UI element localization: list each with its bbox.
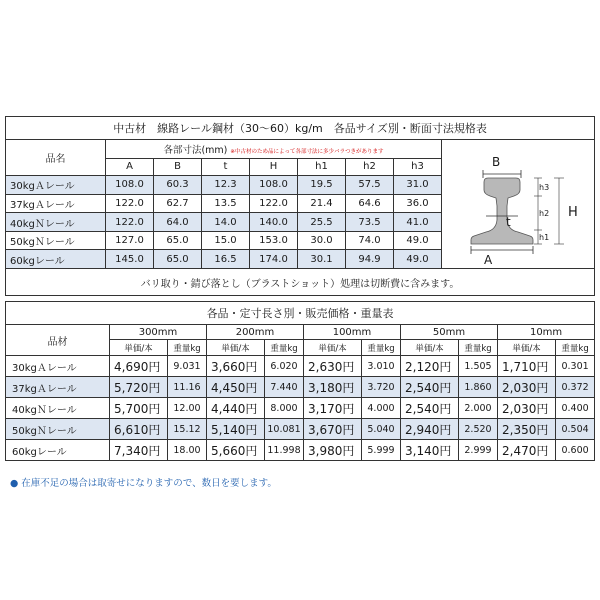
table-row xyxy=(6,398,595,419)
weight-cell: 8.000 xyxy=(265,398,304,419)
diagram-label-a: A xyxy=(484,253,493,265)
diagram-label-h: H xyxy=(568,205,578,220)
weight-cell: 18.00 xyxy=(168,440,207,461)
weight-cell: 3.720 xyxy=(362,377,401,398)
table-cell: 122.0 xyxy=(106,213,154,232)
weight-cell: 4.000 xyxy=(362,398,401,419)
stock-note: ● 在庫不足の場合は取寄せになりますので、数日を要します。 xyxy=(10,478,277,489)
weight-cell: 5.999 xyxy=(362,440,401,461)
spec-col-b: B xyxy=(154,158,202,176)
row-name: 60kgレール xyxy=(6,440,110,461)
price-cell: 1,710円 xyxy=(498,356,556,377)
weight-cell: 6.020 xyxy=(265,356,304,377)
table-cell: 65.0 xyxy=(154,231,202,250)
table-cell: 60.3 xyxy=(154,176,202,195)
weight-cell: 3.010 xyxy=(362,356,401,377)
weight-cell: 10.081 xyxy=(265,419,304,440)
weight-cell: 2.999 xyxy=(459,440,498,461)
length-header-200: 200mm xyxy=(207,325,304,340)
diagram-label-t: t xyxy=(506,215,511,229)
price-cell: 7,340円 xyxy=(110,440,168,461)
price-cell: 5,720円 xyxy=(110,377,168,398)
table-cell: 64.0 xyxy=(154,213,202,232)
price-cell: 2,350円 xyxy=(498,419,556,440)
weight-cell: 12.00 xyxy=(168,398,207,419)
table-cell: 49.0 xyxy=(394,250,442,269)
price-cell: 3,670円 xyxy=(304,419,362,440)
price-cell: 3,660円 xyxy=(207,356,265,377)
spec-dims-note: ※中古材のため品によって各部寸法に多少バラつきがあります xyxy=(230,148,384,155)
unit-price-header: 単価/本 xyxy=(207,340,265,356)
table-cell: 25.5 xyxy=(298,213,346,232)
weight-header: 重量kg xyxy=(265,340,304,356)
table-cell: 14.0 xyxy=(202,213,250,232)
weight-header: 重量kg xyxy=(168,340,207,356)
spec-dims-header xyxy=(106,140,442,159)
spec-table-title: 中古材 線路レール鋼材（30〜60）kg/m 各品サイズ別・断面寸法規格表 xyxy=(6,117,595,140)
table-cell: 12.3 xyxy=(202,176,250,195)
price-cell: 2,540円 xyxy=(401,398,459,419)
table-row xyxy=(6,419,595,440)
weight-cell: 0.301 xyxy=(556,356,595,377)
weight-cell: 9.031 xyxy=(168,356,207,377)
table-cell: 73.5 xyxy=(346,213,394,232)
table-cell: 62.7 xyxy=(154,194,202,213)
diagram-label-b: B xyxy=(492,155,501,169)
price-cell: 2,940円 xyxy=(401,419,459,440)
spec-table-footer: バリ取り・錆び落とし（ブラストショット）処理は切断費に含みます。 xyxy=(6,269,595,296)
spec-col-h1: h1 xyxy=(298,158,346,176)
table-cell: 153.0 xyxy=(250,231,298,250)
length-header-100: 100mm xyxy=(304,325,401,340)
price-cell: 3,980円 xyxy=(304,440,362,461)
weight-cell: 5.040 xyxy=(362,419,401,440)
price-cell: 3,180円 xyxy=(304,377,362,398)
spec-col-t: t xyxy=(202,158,250,176)
table-cell: 122.0 xyxy=(250,194,298,213)
row-name: 30kgＡレール xyxy=(6,356,110,377)
table-cell: 57.5 xyxy=(346,176,394,195)
unit-price-header: 単価/本 xyxy=(110,340,168,356)
price-cell: 2,630円 xyxy=(304,356,362,377)
table-cell: 122.0 xyxy=(106,194,154,213)
weight-cell: 11.16 xyxy=(168,377,207,398)
unit-price-header: 単価/本 xyxy=(401,340,459,356)
price-cell: 3,140円 xyxy=(401,440,459,461)
table-cell: 145.0 xyxy=(106,250,154,269)
row-name: 40kgＮレール xyxy=(6,398,110,419)
price-cell: 4,440円 xyxy=(207,398,265,419)
unit-price-header: 単価/本 xyxy=(304,340,362,356)
weight-cell: 15.12 xyxy=(168,419,207,440)
row-name: 30kgＡレール xyxy=(6,176,106,195)
price-cell: 2,470円 xyxy=(498,440,556,461)
rail-cross-section-diagram xyxy=(442,140,595,265)
table-cell: 64.6 xyxy=(346,194,394,213)
table-cell: 30.1 xyxy=(298,250,346,269)
row-name: 37kgＡレール xyxy=(6,377,110,398)
table-cell: 30.0 xyxy=(298,231,346,250)
diagram-label-h2: h2 xyxy=(539,209,550,218)
table-cell: 127.0 xyxy=(106,231,154,250)
table-cell: 16.5 xyxy=(202,250,250,269)
spec-table xyxy=(5,116,595,296)
price-cell: 6,610円 xyxy=(110,419,168,440)
row-name: 37kgＡレール xyxy=(6,194,106,213)
diagram-label-h3: h3 xyxy=(539,183,550,192)
length-header-50: 50mm xyxy=(401,325,498,340)
price-cell: 2,030円 xyxy=(498,398,556,419)
table-cell: 65.0 xyxy=(154,250,202,269)
price-cell: 5,660円 xyxy=(207,440,265,461)
spec-name-header: 品名 xyxy=(6,140,106,176)
weight-cell: 2.000 xyxy=(459,398,498,419)
row-name: 60kgレール xyxy=(6,250,106,269)
table-cell: 174.0 xyxy=(250,250,298,269)
weight-cell: 11.998 xyxy=(265,440,304,461)
spec-dims-label: 各部寸法(mm) xyxy=(163,144,228,156)
table-cell: 74.0 xyxy=(346,231,394,250)
unit-price-header: 単価/本 xyxy=(498,340,556,356)
table-cell: 94.9 xyxy=(346,250,394,269)
weight-cell: 0.504 xyxy=(556,419,595,440)
row-name: 40kgＮレール xyxy=(6,213,106,232)
weight-header: 重量kg xyxy=(556,340,595,356)
weight-header: 重量kg xyxy=(459,340,498,356)
price-cell: 2,120円 xyxy=(401,356,459,377)
weight-cell: 0.400 xyxy=(556,398,595,419)
price-cell: 4,450円 xyxy=(207,377,265,398)
price-cell: 5,700円 xyxy=(110,398,168,419)
weight-cell: 0.600 xyxy=(556,440,595,461)
price-name-header: 品材 xyxy=(6,325,110,356)
table-cell: 36.0 xyxy=(394,194,442,213)
table-cell: 108.0 xyxy=(250,176,298,195)
spec-col-a: A xyxy=(106,158,154,176)
table-cell: 13.5 xyxy=(202,194,250,213)
table-cell: 41.0 xyxy=(394,213,442,232)
price-cell: 2,540円 xyxy=(401,377,459,398)
length-header-10: 10mm xyxy=(498,325,595,340)
table-row xyxy=(6,440,595,461)
rail-profile-shape xyxy=(471,178,533,244)
table-cell: 49.0 xyxy=(394,231,442,250)
table-cell: 19.5 xyxy=(298,176,346,195)
table-row xyxy=(6,356,595,377)
price-table xyxy=(5,301,595,461)
weight-cell: 1.860 xyxy=(459,377,498,398)
table-cell: 15.0 xyxy=(202,231,250,250)
spec-col-h3: h3 xyxy=(394,158,442,176)
table-cell: 31.0 xyxy=(394,176,442,195)
table-cell: 21.4 xyxy=(298,194,346,213)
length-header-300: 300mm xyxy=(110,325,207,340)
weight-cell: 1.505 xyxy=(459,356,498,377)
weight-header: 重量kg xyxy=(362,340,401,356)
table-cell: 108.0 xyxy=(106,176,154,195)
row-name: 50kgＮレール xyxy=(6,419,110,440)
diagram-label-h1: h1 xyxy=(539,233,550,242)
price-cell: 5,140円 xyxy=(207,419,265,440)
table-cell: 140.0 xyxy=(250,213,298,232)
price-cell: 4,690円 xyxy=(110,356,168,377)
spec-col-h2: h2 xyxy=(346,158,394,176)
weight-cell: 2.520 xyxy=(459,419,498,440)
table-row xyxy=(6,377,595,398)
spec-col-h: H xyxy=(250,158,298,176)
rail-diagram-cell xyxy=(442,140,595,269)
weight-cell: 0.372 xyxy=(556,377,595,398)
weight-cell: 7.440 xyxy=(265,377,304,398)
price-cell: 2,030円 xyxy=(498,377,556,398)
price-table-title: 各品・定寸長さ別・販売価格・重量表 xyxy=(6,302,595,325)
row-name: 50kgＮレール xyxy=(6,231,106,250)
price-cell: 3,170円 xyxy=(304,398,362,419)
